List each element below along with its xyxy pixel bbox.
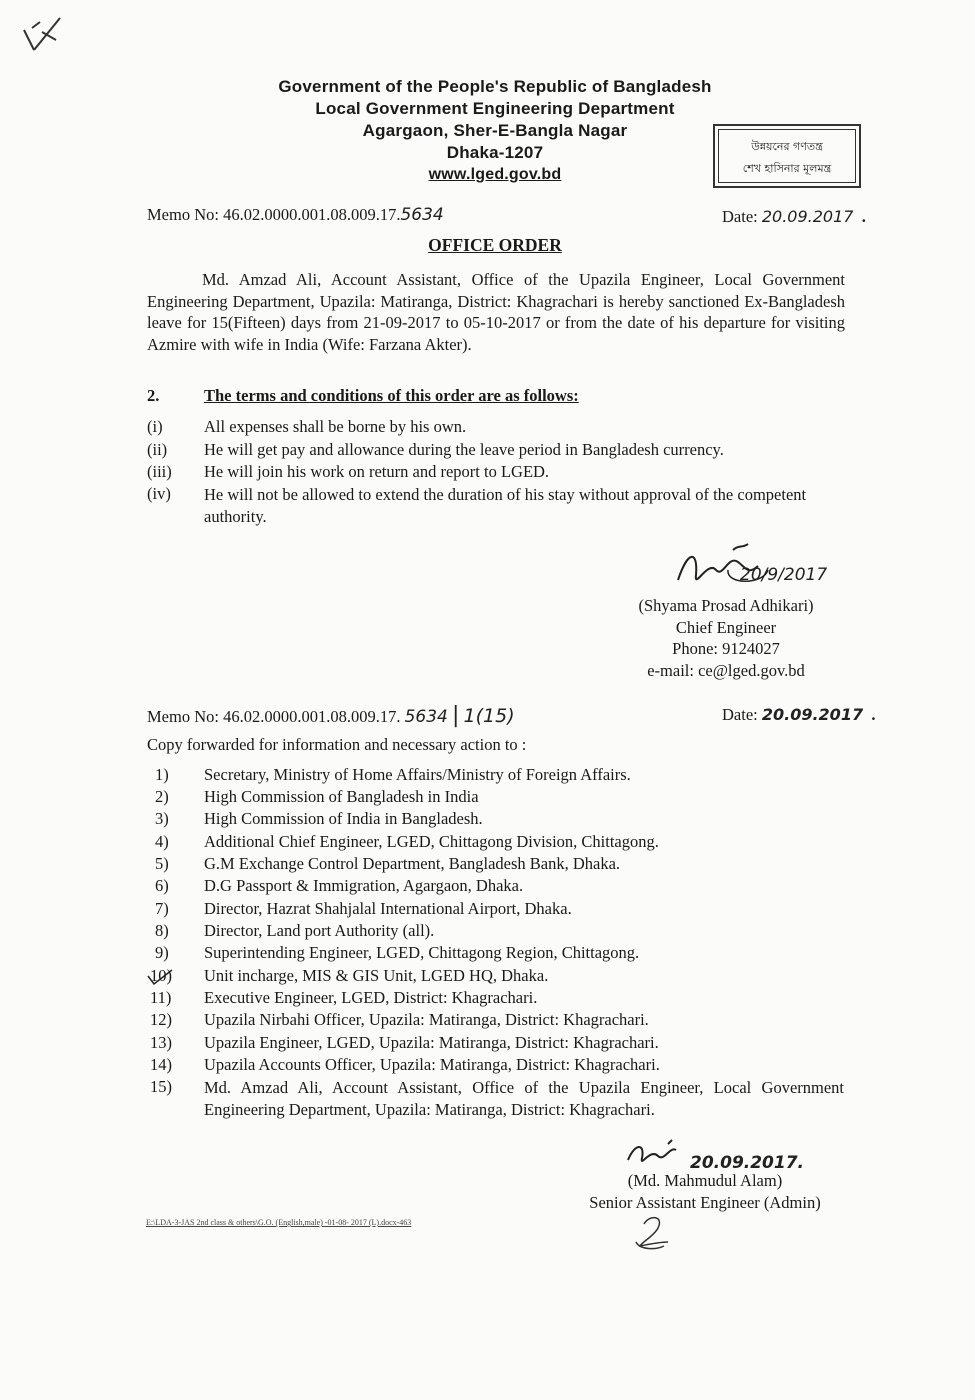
copy-memo-number: Memo No: 46.02.0000.001.08.009.17. 5634 | 1(15) bbox=[147, 703, 515, 728]
order-paragraph bbox=[147, 269, 845, 355]
copy-memo-handwritten: 5634 bbox=[404, 707, 448, 727]
signatory-name: (Shyama Prosad Adhikari) bbox=[638, 596, 814, 615]
recipient-num: 13) bbox=[150, 1033, 172, 1052]
memo-handwritten-number: 5634 bbox=[400, 205, 444, 225]
recipient-num: 1) bbox=[155, 765, 169, 784]
condition-text: He will get pay and allowance during the leave period in Bangladesh currency. bbox=[204, 440, 724, 459]
recipient-num: 12) bbox=[150, 1010, 172, 1029]
order-paragraph-text: Md. Amzad Ali, Account Assistant, Office of the Upazila Engineer, Local Government Engineering Department, Upazila: Matiranga, District: Khagrachari is hereby sanctioned Ex-Bangladesh leave for 15(Fifteen) days from 21-09-2017 to 05-10-2017 or from the date of his departure for visiting Azmire with wife in India (Wife: Farzana Akter). bbox=[147, 270, 845, 354]
signatory-email: e-mail: ce@lged.gov.bd bbox=[647, 660, 805, 680]
memo-number bbox=[147, 205, 444, 225]
recipient-num: 5) bbox=[155, 854, 169, 873]
section-number: 2. bbox=[147, 386, 160, 405]
section-heading: The terms and conditions of this order are as follows: bbox=[204, 386, 579, 405]
recipient-text: Director, Land port Authority (all). bbox=[204, 921, 435, 940]
condition-num: (ii) bbox=[147, 440, 168, 459]
condition-num: (iii) bbox=[147, 462, 172, 481]
signatory2-designation: Senior Assistant Engineer (Admin) bbox=[589, 1192, 821, 1212]
slogan-stamp bbox=[713, 124, 861, 188]
recipient-text: High Commission of Bangladesh in India bbox=[204, 787, 479, 806]
slogan-stamp-text bbox=[715, 126, 859, 186]
recipient-text: Unit incharge, MIS & GIS Unit, LGED HQ, Dhaka. bbox=[204, 966, 549, 985]
slogan-line-1: উন্নয়নের গণতন্ত্র bbox=[751, 140, 823, 153]
header-line-address: Agargaon, Sher-E-Bangla Nagar bbox=[362, 121, 628, 140]
copy-date-handwritten: 20.09.2017 bbox=[761, 705, 864, 724]
corner-mark bbox=[12, 10, 72, 74]
header-line-city: Dhaka-1207 bbox=[446, 143, 544, 162]
slogan-line-2: শেখ হাসিনার মূলমন্ত্র bbox=[742, 162, 832, 175]
condition-text: He will join his work on return and report to LGED. bbox=[204, 462, 550, 481]
recipient-text: Upazila Engineer, LGED, Upazila: Matiranga, District: Khagrachari. bbox=[204, 1033, 659, 1052]
recipient-num: 9) bbox=[155, 943, 169, 962]
date-handwritten: 20.09.2017 bbox=[761, 207, 854, 226]
signatory-designation: Chief Engineer bbox=[675, 617, 777, 637]
order-date: Date: 20.09.2017 . bbox=[722, 207, 866, 226]
signatory2-name: (Md. Mahmudul Alam) bbox=[627, 1171, 783, 1190]
recipient-text: High Commission of India in Bangladesh. bbox=[204, 809, 483, 828]
recipient-text: Superintending Engineer, LGED, Chittagong Region, Chittagong. bbox=[204, 943, 640, 962]
recipient-num: 8) bbox=[155, 921, 169, 940]
signature-date-2: 20.09.2017. bbox=[690, 1153, 805, 1173]
condition-num: (iv) bbox=[147, 484, 171, 503]
recipient-text: Upazila Nirbahi Officer, Upazila: Matiranga, District: Khagrachari. bbox=[204, 1010, 649, 1029]
recipient-text: D.G Passport & Immigration, Agargaon, Dhaka. bbox=[204, 876, 524, 895]
header-line-government: Government of the People's Republic of Bangladesh bbox=[278, 77, 712, 96]
copy-date: Date: 20.09.2017 . bbox=[722, 705, 876, 724]
signatory-phone: Phone: 9124027 bbox=[672, 639, 780, 658]
recipient-num: 11) bbox=[150, 988, 172, 1007]
condition-num: (i) bbox=[147, 417, 163, 436]
condition-text: All expenses shall be borne by his own. bbox=[204, 417, 467, 436]
condition-text: He will not be allowed to extend the duration of his stay without approval of the competent authority. bbox=[204, 485, 807, 526]
recipient-num: 10) bbox=[150, 966, 172, 985]
recipient-text: Executive Engineer, LGED, District: Khagrachari. bbox=[204, 988, 538, 1007]
memo-label: Memo No: 46.02.0000.001.08.009.17. bbox=[147, 205, 401, 224]
file-path-footer: E:\LDA-3-JAS 2nd class & others\G.O. (English,male) -01-08- 2017 (L).docx-463 bbox=[146, 1218, 412, 1227]
website-link[interactable]: www.lged.gov.bd bbox=[428, 166, 562, 183]
office-order-title: OFFICE ORDER bbox=[428, 235, 562, 255]
tick-mark bbox=[146, 968, 176, 988]
recipient-num: 15) bbox=[150, 1077, 172, 1096]
recipient-num: 2) bbox=[155, 787, 169, 806]
recipient-num: 4) bbox=[155, 832, 169, 851]
copy-memo-label: Memo No: 46.02.0000.001.08.009.17. bbox=[147, 707, 401, 726]
date-label: Date: bbox=[722, 207, 758, 226]
recipient-num: 3) bbox=[155, 809, 169, 828]
chief-engineer-block bbox=[610, 595, 842, 681]
recipient-text: Upazila Accounts Officer, Upazila: Matiranga, District: Khagrachari. bbox=[204, 1055, 660, 1074]
recipient-num: 14) bbox=[150, 1055, 172, 1074]
recipient-text: G.M Exchange Control Department, Bangladesh Bank, Dhaka. bbox=[204, 854, 621, 873]
recipient-num: 7) bbox=[155, 899, 169, 918]
recipient-text: Additional Chief Engineer, LGED, Chittagong Division, Chittagong. bbox=[204, 832, 659, 851]
admin-block bbox=[566, 1170, 844, 1213]
signature-date-1: 20/9/2017 bbox=[740, 565, 828, 585]
recipient-num: 6) bbox=[155, 876, 169, 895]
copy-date-label: Date: bbox=[722, 705, 758, 724]
recipient-text: Director, Hazrat Shahjalal International Airport, Dhaka. bbox=[204, 899, 572, 918]
recipient-text: Md. Amzad Ali, Account Assistant, Office of the Upazila Engineer, Local Government Engineering Department, Upazila: Matiranga, District: Khagrachari. bbox=[204, 1078, 844, 1119]
copy-memo-suffix: 1(15) bbox=[463, 705, 515, 727]
copy-intro: Copy forwarded for information and necessary action to : bbox=[147, 735, 527, 754]
header-line-department: Local Government Engineering Department bbox=[315, 99, 675, 118]
corner-mark-strokes bbox=[12, 10, 72, 70]
recipient-text: Secretary, Ministry of Home Affairs/Ministry of Foreign Affairs. bbox=[204, 765, 631, 784]
initial-mark bbox=[630, 1212, 680, 1252]
